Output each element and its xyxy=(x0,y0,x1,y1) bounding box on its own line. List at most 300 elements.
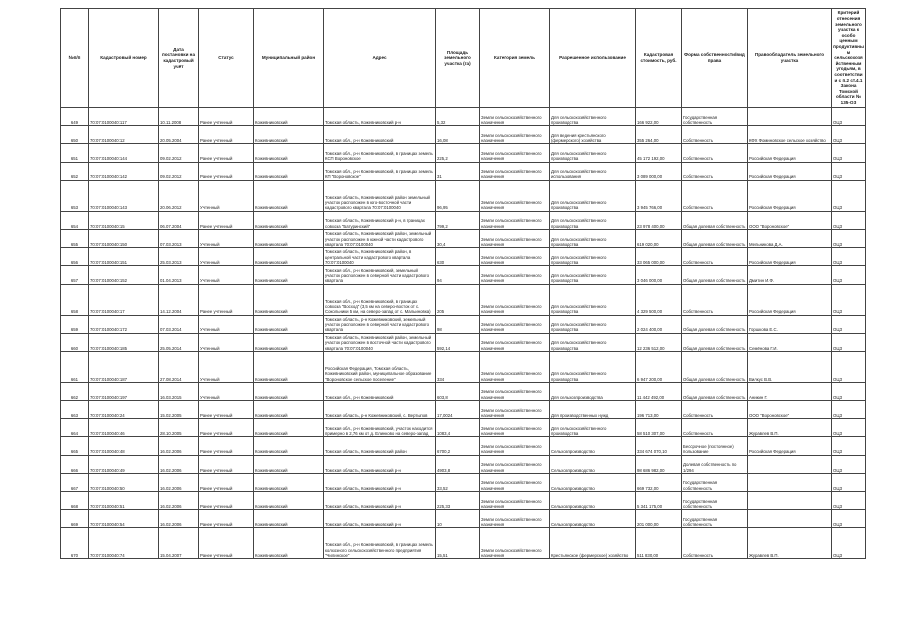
cell-cadastral-cost: 355 264,00 xyxy=(636,126,682,144)
cell-address: Томская область, Кожевниковский р-н xyxy=(324,108,436,126)
cell-number: 652 xyxy=(61,162,89,180)
cell-area: 33,52 xyxy=(436,473,480,491)
cell-ownership-form: Собственность xyxy=(682,401,748,419)
cell-permitted-use: Сельхозпроизводство xyxy=(550,437,636,455)
cell-criterion: ОЦЗ xyxy=(832,333,866,351)
cell-area: 4903,8 xyxy=(436,455,480,473)
cell-status: Ранее учтенный xyxy=(199,162,254,180)
cell-status: Учтенный xyxy=(199,351,254,382)
col-header-district: Муниципальный район xyxy=(254,9,324,108)
cell-cadastral-cost: 58 510 307,00 xyxy=(636,419,682,437)
cell-status: Учтенный xyxy=(199,333,254,351)
cell-permitted-use: Для сельскохозяйственного производства xyxy=(550,351,636,382)
cell-number: 663 xyxy=(61,401,89,419)
cell-status: Ранее учтенный xyxy=(199,455,254,473)
cell-land-category: Земли сельскохозяйственного назначения xyxy=(480,473,550,491)
cell-permitted-use: Для сельскохозяйственного производства xyxy=(550,419,636,437)
cell-owner: Вилкус В.В. xyxy=(748,351,832,382)
cell-address: Томская область, Кожевниковский район, в центральной части кадастрового квартала 70:07:0100040 xyxy=(324,248,436,266)
cell-land-category: Земли сельскохозяйственного назначения xyxy=(480,528,550,559)
cell-owner: Аникин Г. xyxy=(748,382,832,400)
cell-ownership-form: Общая долевая собственность xyxy=(682,266,748,284)
cell-number: 670 xyxy=(61,528,89,559)
table-row xyxy=(61,211,866,229)
cell-registration-date: 09.02.2012 xyxy=(159,144,199,162)
cell-address: Томская область, Кожевниковский р-н xyxy=(324,455,436,473)
col-header-permitted-use: Разрешенное использование xyxy=(550,9,636,108)
cell-cadastral-number: 70:07:0100040:151 xyxy=(89,248,159,266)
cell-address: Томская область, Кожевниковский район земельный участок расположен в юго-восточной части кадастрового квартала 70:07:0100040 xyxy=(324,180,436,211)
cell-land-category: Земли сельскохозяйственного назначения xyxy=(480,144,550,162)
table-row xyxy=(61,510,866,528)
col-header-address: Адрес xyxy=(324,9,436,108)
cell-ownership-form: Долевая собственность по 1/294 xyxy=(682,455,748,473)
cell-land-category: Земли сельскохозяйственного назначения xyxy=(480,229,550,247)
cell-registration-date: 16.02.2006 xyxy=(159,455,199,473)
cell-ownership-form: Собственность xyxy=(682,419,748,437)
cell-registration-date: 16.02.2006 xyxy=(159,492,199,510)
cell-number: 655 xyxy=(61,229,89,247)
cell-cadastral-number: 70:07:0100040:197 xyxy=(89,382,159,400)
cell-registration-date: 01.04.2013 xyxy=(159,266,199,284)
cell-permitted-use: Для сельскохозяйственного использования xyxy=(550,162,636,180)
cell-land-category: Земли сельскохозяйственного назначения xyxy=(480,401,550,419)
table-row xyxy=(61,180,866,211)
cell-address: Томская обл., р-н Кожевниковский xyxy=(324,126,436,144)
cell-district: Кожевниковский xyxy=(254,126,324,144)
cell-status: Ранее учтенный xyxy=(199,108,254,126)
header-row xyxy=(61,9,866,108)
cell-number: 669 xyxy=(61,510,89,528)
cell-address: Томская обл., р-н Кожевниковский xyxy=(324,382,436,400)
land-plots-table xyxy=(60,8,866,559)
cell-ownership-form: Государственная собственность xyxy=(682,492,748,510)
cell-permitted-use: Для сельскохозяйственного производства xyxy=(550,333,636,351)
table-row xyxy=(61,419,866,437)
cell-ownership-form: Собственность xyxy=(682,162,748,180)
cell-cadastral-cost: 619 020,00 xyxy=(636,229,682,247)
cell-cadastral-cost: 33 065 000,00 xyxy=(636,248,682,266)
cell-owner: Журавлев В.П. xyxy=(748,419,832,437)
cell-district: Кожевниковский xyxy=(254,492,324,510)
cell-area: 592,14 xyxy=(436,333,480,351)
cell-number: 657 xyxy=(61,266,89,284)
table-row xyxy=(61,144,866,162)
cell-criterion: ОЦЗ xyxy=(832,473,866,491)
cell-ownership-form: Государственная собственность xyxy=(682,108,748,126)
cell-district: Кожевниковский xyxy=(254,144,324,162)
cell-permitted-use: Для сельскохозяйственного производства xyxy=(550,266,636,284)
cell-cadastral-number: 70:07:0100040:48 xyxy=(89,437,159,455)
cell-area: 15,51 xyxy=(436,528,480,559)
cell-area: 1083,4 xyxy=(436,419,480,437)
col-header-cadastral-cost: Кадастровая стоимость, руб. xyxy=(636,9,682,108)
cell-ownership-form: Бессрочное (постоянное) пользование xyxy=(682,437,748,455)
cell-address: Российская Федерация, Томская область, Кожевниковский район, муниципальное образование "Вороновское сельское поселение" xyxy=(324,351,436,382)
cell-ownership-form: Собственность xyxy=(682,248,748,266)
cell-district: Кожевниковский xyxy=(254,455,324,473)
cell-owner xyxy=(748,510,832,528)
cell-land-category: Земли сельскохозяйственного назначения xyxy=(480,437,550,455)
cell-district: Кожевниковский xyxy=(254,473,324,491)
cell-owner xyxy=(748,108,832,126)
cell-address: Томская область, Кожевниковский район xyxy=(324,437,436,455)
cell-status: Учтенный xyxy=(199,382,254,400)
cell-number: 659 xyxy=(61,315,89,333)
cell-status: Учтенный xyxy=(199,229,254,247)
cell-status: Ранее учтенный xyxy=(199,528,254,559)
table-row xyxy=(61,126,866,144)
cell-permitted-use: Сельхозпроизводство xyxy=(550,455,636,473)
cell-district: Кожевниковский xyxy=(254,284,324,315)
cell-district: Кожевниковский xyxy=(254,266,324,284)
cell-permitted-use: Для сельскохозяйственного производства xyxy=(550,180,636,211)
cell-registration-date: 15.04.2007 xyxy=(159,528,199,559)
cell-criterion: ОЦЗ xyxy=(832,229,866,247)
table-row xyxy=(61,528,866,559)
cell-ownership-form: Общая долевая собственность xyxy=(682,382,748,400)
cell-owner: ООО "Вороновское" xyxy=(748,211,832,229)
cell-criterion: ОЦЗ xyxy=(832,162,866,180)
cell-address: Томская обл., р-н Кожевниковский, в границах земель колхозного сельскохозяйственного предприятия "Чилинское" xyxy=(324,528,436,559)
cell-cadastral-cost: 6 947 200,00 xyxy=(636,351,682,382)
cell-ownership-form: Собственность xyxy=(682,126,748,144)
cell-area: 30,4 xyxy=(436,229,480,247)
cell-district: Кожевниковский xyxy=(254,248,324,266)
cell-ownership-form: Собственность xyxy=(682,284,748,315)
cell-registration-date: 07.03.2013 xyxy=(159,229,199,247)
cell-permitted-use: Для сельскохозяйственного производства xyxy=(550,248,636,266)
cell-criterion: ОЦЗ xyxy=(832,248,866,266)
cell-status: Ранее учтенный xyxy=(199,401,254,419)
cell-cadastral-cost: 45 172 192,00 xyxy=(636,144,682,162)
cell-status: Ранее учтенный xyxy=(199,473,254,491)
cell-status: Учтенный xyxy=(199,248,254,266)
table-row xyxy=(61,229,866,247)
cell-ownership-form: Государственная собственность xyxy=(682,510,748,528)
cell-land-category: Земли сельскохозяйственного назначения xyxy=(480,333,550,351)
cell-criterion: ОЦЗ xyxy=(832,510,866,528)
cell-cadastral-cost: 12 236 512,00 xyxy=(636,333,682,351)
cell-permitted-use: Для сельскохозяйственного производства xyxy=(550,229,636,247)
cell-area: 94 xyxy=(436,266,480,284)
cell-district: Кожевниковский xyxy=(254,229,324,247)
cell-cadastral-cost: 511 830,00 xyxy=(636,528,682,559)
cell-number: 654 xyxy=(61,211,89,229)
cell-permitted-use: Для сельскохозяйственного производства xyxy=(550,284,636,315)
cell-permitted-use: Для сельскохозяйственного производства xyxy=(550,315,636,333)
cell-area: 31 xyxy=(436,162,480,180)
cell-address: Томская область, Кожевниковский р-н, в границах совхоза "Батуринский" xyxy=(324,211,436,229)
cell-permitted-use: Сельхозпроизводство xyxy=(550,473,636,491)
cell-status: Ранее учтенный xyxy=(199,492,254,510)
col-header-ownership-form: Форма собственности/вид права xyxy=(682,9,748,108)
cell-ownership-form: Собственность xyxy=(682,144,748,162)
cell-district: Кожевниковский xyxy=(254,315,324,333)
cell-criterion: ОЦЗ xyxy=(832,401,866,419)
cell-criterion: ОЦЗ xyxy=(832,284,866,315)
cell-area: 16,08 xyxy=(436,126,480,144)
cell-cadastral-cost: 5 341 175,00 xyxy=(636,492,682,510)
cell-criterion: ОЦЗ xyxy=(832,419,866,437)
table-row xyxy=(61,473,866,491)
cell-cadastral-cost: 166 922,00 xyxy=(636,108,682,126)
cell-registration-date: 27.08.2014 xyxy=(159,351,199,382)
cell-number: 651 xyxy=(61,144,89,162)
cell-cadastral-cost: 98 686 982,00 xyxy=(636,455,682,473)
cell-criterion: ОЦЗ xyxy=(832,351,866,382)
cell-land-category: Земли сельскохозяйственного назначения xyxy=(480,162,550,180)
cell-area: 10 xyxy=(436,510,480,528)
cell-number: 668 xyxy=(61,492,89,510)
table-body xyxy=(61,108,866,559)
cell-district: Кожевниковский xyxy=(254,162,324,180)
cell-address: Томская обл., р-н Кожевниковский, участок находится примерно в 2,76 км от д. Елинково на северо-запад xyxy=(324,419,436,437)
cell-criterion: ОЦЗ xyxy=(832,108,866,126)
cell-district: Кожевниковский xyxy=(254,351,324,382)
cell-status: Ранее учтенный xyxy=(199,437,254,455)
cell-land-category: Земли сельскохозяйственного назначения xyxy=(480,382,550,400)
cell-district: Кожевниковский xyxy=(254,333,324,351)
cell-land-category: Земли сельскохозяйственного назначения xyxy=(480,126,550,144)
cell-criterion: ОЦЗ xyxy=(832,180,866,211)
cell-area: 603,8 xyxy=(436,382,480,400)
cell-cadastral-number: 70:07:0100040:117 xyxy=(89,108,159,126)
cell-permitted-use: Для сельскохозяйственного производства xyxy=(550,211,636,229)
cell-criterion: ОЦЗ xyxy=(832,382,866,400)
cell-criterion: ОЦЗ xyxy=(832,455,866,473)
cell-land-category: Земли сельскохозяйственного назначения xyxy=(480,248,550,266)
cell-owner: Семёнова Г.И. xyxy=(748,333,832,351)
cell-address: Томская обл., р-н Кожевниковский, в границах совхоза "Восход" (3,5 км на северо-восток от с. Сокольники 5 км, на северо-запад от с. Мальиновка) xyxy=(324,284,436,315)
cell-cadastral-number: 70:07:0100040:172 xyxy=(89,315,159,333)
cell-status: Ранее учтенный xyxy=(199,419,254,437)
cell-criterion: ОЦЗ xyxy=(832,144,866,162)
table-row xyxy=(61,437,866,455)
cell-cadastral-number: 70:07:0100040:152 xyxy=(89,266,159,284)
cell-land-category: Земли сельскохозяйственного назначения xyxy=(480,419,550,437)
cell-land-category: Земли сельскохозяйственного назначения xyxy=(480,510,550,528)
cell-owner xyxy=(748,455,832,473)
cell-area: 17,0024 xyxy=(436,401,480,419)
cell-permitted-use: Для производственных нужд xyxy=(550,401,636,419)
cell-permitted-use: Крестьянское (фермерское) хозяйство xyxy=(550,528,636,559)
cell-district: Кожевниковский xyxy=(254,211,324,229)
col-header-number: №п/п xyxy=(61,9,89,108)
cell-owner: Дмитин И.Ф. xyxy=(748,266,832,284)
cell-permitted-use: Сельхозпроизводство xyxy=(550,492,636,510)
cell-cadastral-cost: 3 945 766,00 xyxy=(636,180,682,211)
cell-status: Учтенный xyxy=(199,180,254,211)
cell-permitted-use: Для сельхозпроизводства xyxy=(550,382,636,400)
cell-cadastral-number: 70:07:0100040:144 xyxy=(89,144,159,162)
col-header-registration-date: Дата постановки на кадастровый учёт xyxy=(159,9,199,108)
cell-land-category: Земли сельскохозяйственного назначения xyxy=(480,284,550,315)
cell-registration-date: 20.05.2004 xyxy=(159,126,199,144)
cell-cadastral-number: 70:07:0100040:17 xyxy=(89,284,159,315)
col-header-land-category: Категория земель xyxy=(480,9,550,108)
cell-ownership-form: Государственная собственность xyxy=(682,473,748,491)
cell-owner: Российская Федерация xyxy=(748,180,832,211)
cell-registration-date: 07.03.2014 xyxy=(159,315,199,333)
cell-owner: Горшкова Е.С. xyxy=(748,315,832,333)
table-row xyxy=(61,492,866,510)
cell-ownership-form: Собственность xyxy=(682,180,748,211)
cell-area: 205 xyxy=(436,284,480,315)
cell-land-category: Земли сельскохозяйственного назначения xyxy=(480,108,550,126)
col-header-area: Площадь земельного участка (га) xyxy=(436,9,480,108)
cell-district: Кожевниковский xyxy=(254,108,324,126)
cell-registration-date: 28.10.2005 xyxy=(159,419,199,437)
cell-land-category: Земли сельскохозяйственного назначения xyxy=(480,492,550,510)
cell-cadastral-number: 70:07:0100040:12 xyxy=(89,126,159,144)
cell-land-category: Земли сельскохозяйственного назначения xyxy=(480,455,550,473)
cell-registration-date: 15.02.2005 xyxy=(159,401,199,419)
cell-status: Ранее учтенный xyxy=(199,211,254,229)
cell-cadastral-cost: 2 024 400,00 xyxy=(636,315,682,333)
cell-area: 799,2 xyxy=(436,211,480,229)
cell-status: Ранее учтенный xyxy=(199,126,254,144)
cell-owner: Мельникова Д.А. xyxy=(748,229,832,247)
cell-owner: Российская Федерация xyxy=(748,437,832,455)
cell-land-category: Земли сельскохозяйственного назначения xyxy=(480,351,550,382)
cell-address: Томская область, Кожевниковский р-н xyxy=(324,510,436,528)
cell-number: 666 xyxy=(61,455,89,473)
table-row xyxy=(61,315,866,333)
cell-registration-date: 16.02.2006 xyxy=(159,437,199,455)
cell-registration-date: 16.03.2015 xyxy=(159,382,199,400)
cell-ownership-form: Общая долевая собственность xyxy=(682,351,748,382)
cell-registration-date: 20.06.2012 xyxy=(159,180,199,211)
cell-owner: ООО "Вороновское" xyxy=(748,401,832,419)
cell-cadastral-number: 70:07:0100040:15 xyxy=(89,211,159,229)
cell-number: 653 xyxy=(61,180,89,211)
cell-cadastral-number: 70:07:0100040:187 xyxy=(89,351,159,382)
cell-number: 665 xyxy=(61,437,89,455)
cell-cadastral-cost: 196 713,00 xyxy=(636,401,682,419)
cell-cadastral-cost: 11 442 492,00 xyxy=(636,382,682,400)
cell-criterion: ОЦЗ xyxy=(832,437,866,455)
cell-area: 334 xyxy=(436,351,480,382)
cell-number: 662 xyxy=(61,382,89,400)
cell-cadastral-number: 70:07:0100040:46 xyxy=(89,419,159,437)
table-row xyxy=(61,266,866,284)
cell-cadastral-number: 70:07:0100040:74 xyxy=(89,528,159,559)
cell-cadastral-number: 70:07:0100040:142 xyxy=(89,162,159,180)
cell-owner: Российская Федерация xyxy=(748,248,832,266)
cell-permitted-use: Сельхозпроизводство xyxy=(550,510,636,528)
cell-registration-date: 16.02.2006 xyxy=(159,473,199,491)
cell-status: Ранее учтенный xyxy=(199,284,254,315)
cell-cadastral-number: 70:07:0100040:143 xyxy=(89,180,159,211)
cell-owner: Российская Федерация xyxy=(748,162,832,180)
table-row xyxy=(61,284,866,315)
cell-owner: Журавлев В.П. xyxy=(748,528,832,559)
cell-number: 658 xyxy=(61,284,89,315)
cell-criterion: ОЦЗ xyxy=(832,315,866,333)
col-header-criterion: Критерий отнесения земельного участка к особо ценным продуктивным сельскохозяйственным угодьям, в соответствии с п.2 ст.4.1 Закона Томской области № 135-ОЗ xyxy=(832,9,866,108)
cell-address: Томская область, р-н Кожевниковский, с. Вертыпов xyxy=(324,401,436,419)
cell-ownership-form: Собственность xyxy=(682,528,748,559)
cell-criterion: ОЦЗ xyxy=(832,528,866,559)
cell-owner xyxy=(748,473,832,491)
table-row xyxy=(61,455,866,473)
cell-number: 649 xyxy=(61,108,89,126)
cell-criterion: ОЦЗ xyxy=(832,266,866,284)
cell-registration-date: 25.03.2013 xyxy=(159,248,199,266)
cell-registration-date: 25.05.2014 xyxy=(159,333,199,351)
cell-district: Кожевниковский xyxy=(254,528,324,559)
cell-cadastral-number: 70:07:0100040:185 xyxy=(89,333,159,351)
cell-criterion: ОЦЗ xyxy=(832,492,866,510)
table-row xyxy=(61,108,866,126)
cell-address: Томская область, Кожевниковский р-н xyxy=(324,492,436,510)
cell-registration-date: 14.12.2004 xyxy=(159,284,199,315)
col-header-owner: Правообладатель земельного участка xyxy=(748,9,832,108)
cell-registration-date: 06.07.2004 xyxy=(159,211,199,229)
cell-number: 664 xyxy=(61,419,89,437)
cell-cadastral-number: 70:07:0100040:54 xyxy=(89,510,159,528)
cell-owner xyxy=(748,492,832,510)
cell-district: Кожевниковский xyxy=(254,510,324,528)
cell-status: Учтенный xyxy=(199,266,254,284)
cell-area: 225,33 xyxy=(436,492,480,510)
cell-ownership-form: Общая долевая собственность xyxy=(682,315,748,333)
cell-number: 667 xyxy=(61,473,89,491)
cell-ownership-form: Общая долевая собственность xyxy=(682,211,748,229)
cell-district: Кожевниковский xyxy=(254,180,324,211)
table-row xyxy=(61,351,866,382)
cell-owner: КФХ Фоминовское сельское хозяйство xyxy=(748,126,832,144)
cell-district: Кожевниковский xyxy=(254,382,324,400)
cell-cadastral-cost: 3 046 000,00 xyxy=(636,266,682,284)
cell-address: Томская обл., р-н Кожевниковский, в границах земель КСП Вороновское xyxy=(324,144,436,162)
cell-cadastral-number: 70:07:0100040:49 xyxy=(89,455,159,473)
cell-district: Кожевниковский xyxy=(254,437,324,455)
cell-number: 656 xyxy=(61,248,89,266)
cell-cadastral-cost: 23 978 400,00 xyxy=(636,211,682,229)
cell-owner: Российская Федерация xyxy=(748,284,832,315)
cell-address: Томская обл., р-н Кожевниковский, земельный участок расположен в северной части кадастрового квартала xyxy=(324,266,436,284)
cell-land-category: Земли сельскохозяйственного назначения xyxy=(480,315,550,333)
cell-cadastral-cost: 669 732,00 xyxy=(636,473,682,491)
cell-number: 661 xyxy=(61,351,89,382)
cell-cadastral-number: 70:07:0100040:150 xyxy=(89,229,159,247)
cell-land-category: Земли сельскохозяйственного назначения xyxy=(480,266,550,284)
cell-ownership-form: Общая долевая собственность xyxy=(682,333,748,351)
cell-address: Томская область, Кожевниковский район, земельный участок расположен в восточной части кадастрового квартала 70:07:0100040 xyxy=(324,333,436,351)
cell-area: 5,32 xyxy=(436,108,480,126)
cell-cadastral-number: 70:07:0100040:51 xyxy=(89,492,159,510)
cell-cadastral-cost: 334 674 070,10 xyxy=(636,437,682,455)
cell-cadastral-number: 70:07:0100040:50 xyxy=(89,473,159,491)
cell-permitted-use: Для ведения крестьянского (фермерского) хозяйства xyxy=(550,126,636,144)
cell-status: Учтенный xyxy=(199,315,254,333)
cell-address: Томская обл., р-н Кожевниковский, в границах земель КП "Вороновское" xyxy=(324,162,436,180)
cell-cadastral-cost: 3 089 000,00 xyxy=(636,162,682,180)
cell-permitted-use: Для сельскохозяйственного производства xyxy=(550,144,636,162)
cell-district: Кожевниковский xyxy=(254,401,324,419)
cell-cadastral-cost: 201 000,00 xyxy=(636,510,682,528)
cell-registration-date: 10.11.2008 xyxy=(159,108,199,126)
table-row xyxy=(61,401,866,419)
table-row xyxy=(61,162,866,180)
table-row xyxy=(61,333,866,351)
cell-registration-date: 09.02.2012 xyxy=(159,162,199,180)
cell-registration-date: 16.02.2006 xyxy=(159,510,199,528)
cell-area: 96,95 xyxy=(436,180,480,211)
cell-address: Томская область, р-н Кожевниковский, земельный участок расположен в северной части кадастрового квартала xyxy=(324,315,436,333)
